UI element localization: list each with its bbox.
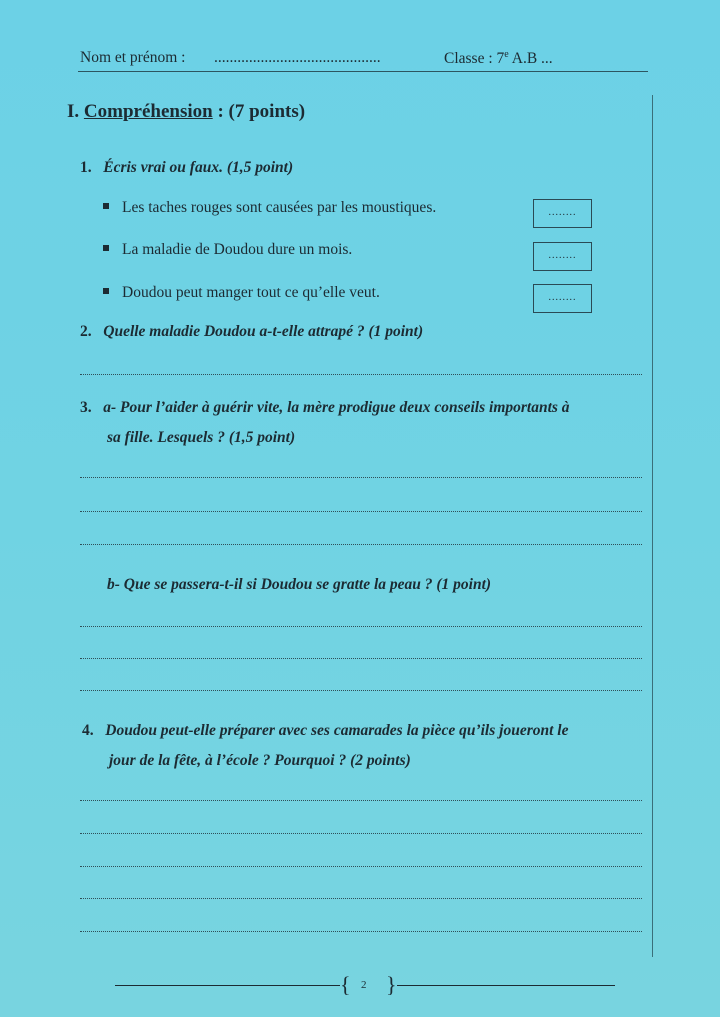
question-4: 4. Doudou peut-elle préparer avec ses camarades la pièce qu’ils joueront le: [82, 722, 569, 739]
question-4-cont: jour de la fête, à l’école ? Pourquoi ? (2 points): [109, 752, 411, 769]
answer-line[interactable]: [80, 626, 642, 627]
question-3a-cont: sa fille. Lesquels ? (1,5 point): [107, 429, 296, 446]
section-title: I. Compréhension : (7 points): [67, 101, 306, 122]
page-number: 2: [361, 979, 367, 991]
classe-label: Classe : 7e A.B ...: [444, 49, 553, 68]
statement-2: La maladie de Doudou dure un mois.: [103, 241, 352, 259]
name-field[interactable]: ...........................................: [214, 49, 381, 66]
question-3b: b- Que se passera-t-il si Doudou se gratte la peau ? (1 point): [107, 576, 492, 593]
statement-1: Les taches rouges sont causées par les moustiques.: [103, 199, 436, 217]
answer-line[interactable]: [80, 898, 642, 899]
answer-line[interactable]: [80, 931, 642, 932]
answer-line[interactable]: [80, 658, 642, 659]
answer-line[interactable]: [80, 800, 642, 801]
question-1: 1. Écris vrai ou faux. (1,5 point): [80, 159, 294, 176]
bullet-icon: [103, 245, 109, 251]
question-2: 2. Quelle maladie Doudou a-t-elle attrapé ? (1 point): [80, 323, 424, 340]
footer-brace-left: {: [340, 972, 351, 997]
answer-line[interactable]: [80, 374, 642, 375]
margin-rule: [652, 95, 653, 957]
footer-rule-right: [397, 985, 615, 986]
answer-line[interactable]: [80, 511, 642, 512]
bullet-icon: [103, 288, 109, 294]
question-3a: 3. a- Pour l’aider à guérir vite, la mère prodigue deux conseils importants à: [80, 399, 570, 416]
statement-3: Doudou peut manger tout ce qu’elle veut.: [103, 284, 380, 302]
answer-box-2[interactable]: ........: [533, 242, 592, 271]
student-header: [80, 49, 650, 73]
answer-box-3[interactable]: ........: [533, 284, 592, 313]
answer-line[interactable]: [80, 833, 642, 834]
answer-line[interactable]: [80, 477, 642, 478]
header-divider: [78, 71, 648, 72]
answer-line[interactable]: [80, 544, 642, 545]
bullet-icon: [103, 203, 109, 209]
answer-box-1[interactable]: ........: [533, 199, 592, 228]
footer-rule-left: [115, 985, 340, 986]
footer-brace-right: }: [386, 972, 397, 997]
answer-line[interactable]: [80, 866, 642, 867]
answer-line[interactable]: [80, 690, 642, 691]
name-label: Nom et prénom :: [80, 49, 186, 66]
